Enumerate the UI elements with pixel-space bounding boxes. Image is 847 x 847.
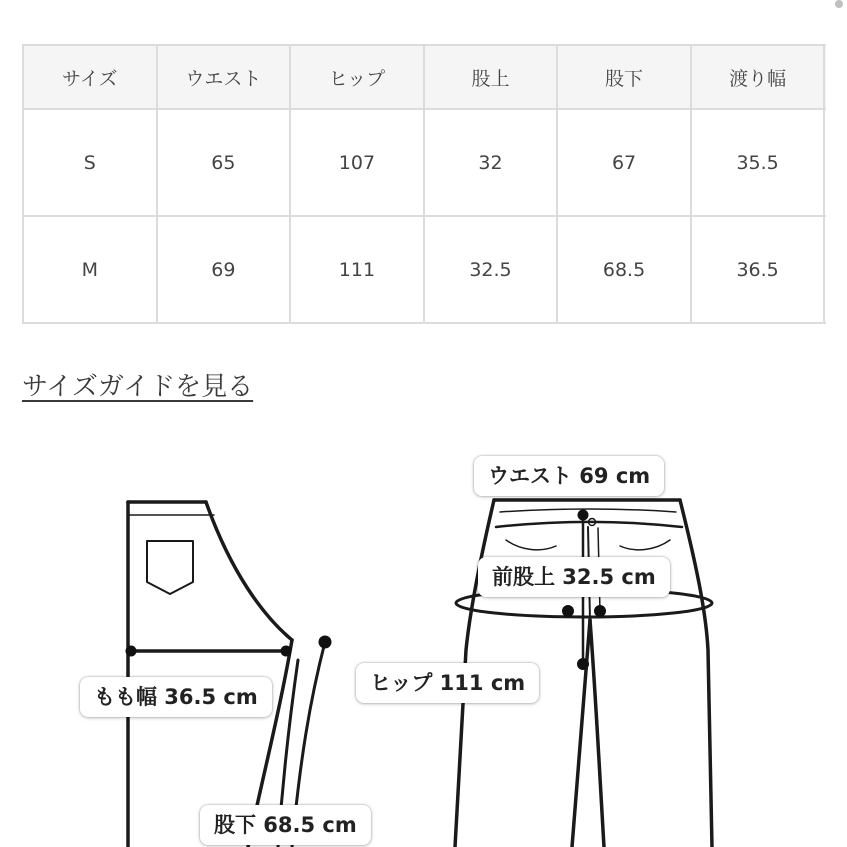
cell-hip: 107 bbox=[290, 109, 424, 216]
cell-thigh-width: 36.5 bbox=[691, 216, 825, 323]
table-header-row bbox=[23, 45, 826, 109]
size-table-container[interactable] bbox=[22, 44, 826, 327]
front-rise-label: 前股上 32.5 cm bbox=[478, 557, 670, 597]
cell-cut-off bbox=[824, 216, 826, 323]
thigh-label: もも幅 36.5 cm bbox=[80, 677, 272, 717]
table-row bbox=[23, 216, 826, 323]
scrollbar-thumb[interactable] bbox=[835, 0, 843, 8]
inseam-label: 股下 68.5 cm bbox=[200, 805, 371, 845]
header-inseam: 股下 bbox=[557, 45, 691, 109]
pants-measurement-diagram bbox=[0, 440, 847, 847]
size-guide-link[interactable]: サイズガイドを見る bbox=[22, 372, 254, 402]
hip-label: ヒップ 111 cm bbox=[356, 663, 539, 703]
rise-left-dot bbox=[562, 605, 574, 617]
inseam-top-dot bbox=[319, 636, 332, 649]
cell-cut-off bbox=[824, 109, 826, 216]
cell-thigh-width: 35.5 bbox=[691, 109, 825, 216]
cell-waist: 69 bbox=[157, 216, 291, 323]
cell-inseam: 68.5 bbox=[557, 216, 691, 323]
cell-rise: 32.5 bbox=[424, 216, 558, 323]
header-thigh-width: 渡り幅 bbox=[691, 45, 825, 109]
cell-waist: 65 bbox=[157, 109, 291, 216]
waist-dot bbox=[578, 510, 589, 521]
size-table bbox=[22, 44, 826, 324]
cell-hip: 111 bbox=[290, 216, 424, 323]
cell-size: M bbox=[23, 216, 157, 323]
header-cut-off bbox=[824, 45, 826, 109]
cell-inseam: 67 bbox=[557, 109, 691, 216]
back-pocket-icon bbox=[147, 541, 193, 594]
header-waist: ウエスト bbox=[157, 45, 291, 109]
hip-dot bbox=[577, 658, 589, 670]
table-row bbox=[23, 109, 826, 216]
thigh-left-dot bbox=[126, 646, 137, 657]
side-view-pants-outline bbox=[128, 502, 298, 847]
header-rise: 股上 bbox=[424, 45, 558, 109]
waist-label: ウエスト 69 cm bbox=[474, 456, 664, 496]
thigh-right-dot bbox=[281, 646, 292, 657]
header-size: サイズ bbox=[23, 45, 157, 109]
rise-right-dot bbox=[594, 605, 606, 617]
header-hip: ヒップ bbox=[290, 45, 424, 109]
cell-size: S bbox=[23, 109, 157, 216]
cell-rise: 32 bbox=[424, 109, 558, 216]
